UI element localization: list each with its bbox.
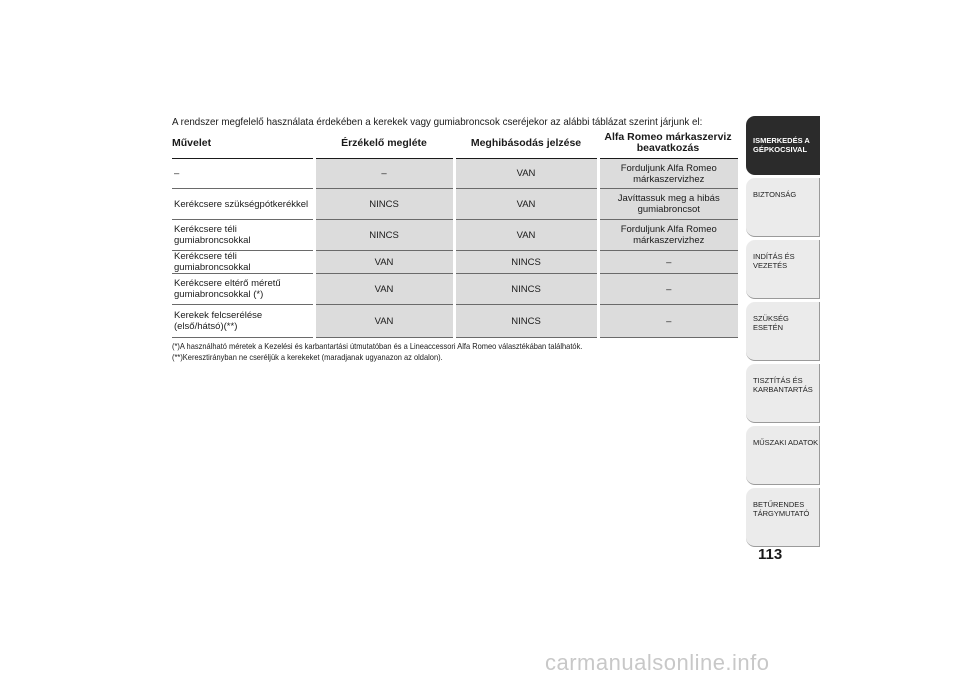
header-operation: Művelet bbox=[172, 128, 314, 159]
cell-action: Forduljunk Alfa Romeo márkaszervizhez bbox=[598, 159, 738, 189]
tab-label: TISZTÍTÁS ÉS KARBANTARTÁS bbox=[753, 376, 813, 394]
tab-label: MŰSZAKI ADATOK bbox=[753, 438, 819, 447]
header-fault-indication: Meghibásodás jelzése bbox=[454, 128, 598, 159]
header-sensor-presence: Érzékelő megléte bbox=[314, 128, 454, 159]
footnote-crosswise: (**)Keresztirányban ne cseréljük a kerekeket (maradjanak ugyanazon az oldalon). bbox=[172, 351, 443, 362]
cell-operation: Kerekek felcserélése (első/hátsó)(**) bbox=[172, 305, 314, 338]
tab-label: ISMERKEDÉS A GÉPKOCSIVAL bbox=[753, 136, 810, 154]
tab-safety[interactable] bbox=[746, 178, 820, 237]
cell-fault: NINCS bbox=[454, 251, 598, 274]
tab-label: INDÍTÁS ÉS VEZETÉS bbox=[753, 252, 795, 270]
tab-label: SZÜKSÉG ESETÉN bbox=[753, 314, 789, 332]
cell-fault: NINCS bbox=[454, 305, 598, 338]
table-row bbox=[172, 274, 738, 305]
tab-label: BIZTONSÁG bbox=[753, 190, 797, 199]
footnote-sizes: (*)A használható méretek a Kezelési és karbantartási útmutatóban és a Lineaccessori Alfa Romeo választékában találhatók. bbox=[172, 341, 583, 351]
cell-sensor: NINCS bbox=[314, 189, 454, 220]
tab-maintenance[interactable] bbox=[746, 364, 820, 423]
tab-label: BETŰRENDES TÁRGYMUTATÓ bbox=[753, 500, 810, 518]
header-service-action: Alfa Romeo márkaszerviz beavatkozás bbox=[598, 128, 738, 159]
cell-sensor: VAN bbox=[314, 274, 454, 305]
cell-sensor: NINCS bbox=[314, 220, 454, 251]
cell-action: – bbox=[598, 274, 738, 305]
table-row bbox=[172, 220, 738, 251]
table-row bbox=[172, 189, 738, 220]
tab-index[interactable] bbox=[746, 488, 820, 547]
cell-action: Javíttassuk meg a hibás gumiabroncsot bbox=[598, 189, 738, 220]
cell-action: – bbox=[598, 305, 738, 338]
cell-operation: Kerékcsere eltérő méretű gumiabroncsokkal (*) bbox=[172, 274, 314, 305]
page-number: 113 bbox=[758, 546, 783, 563]
cell-operation: – bbox=[172, 159, 314, 189]
cell-fault: VAN bbox=[454, 220, 598, 251]
footnotes bbox=[172, 341, 582, 362]
intro-text: A rendszer megfelelő használata érdekében a kerekek vagy gumiabroncsok cseréjekor az alábbi táblázat szerint járjunk el: bbox=[172, 116, 703, 128]
table-row bbox=[172, 305, 738, 338]
tab-starting-driving[interactable] bbox=[746, 240, 820, 299]
cell-fault: NINCS bbox=[454, 274, 598, 305]
table-header-row bbox=[172, 128, 738, 159]
table-row bbox=[172, 159, 738, 189]
table-row bbox=[172, 251, 738, 274]
watermark: carmanualsonline.info bbox=[545, 650, 770, 675]
tab-getting-to-know-car[interactable] bbox=[746, 116, 820, 175]
cell-operation: Kerékcsere téli gumiabroncsokkal bbox=[172, 251, 314, 274]
tab-emergency[interactable] bbox=[746, 302, 820, 361]
cell-fault: VAN bbox=[454, 189, 598, 220]
cell-operation: Kerékcsere szükségpótkerékkel bbox=[172, 189, 314, 220]
cell-operation: Kerékcsere téli gumiabroncsokkal bbox=[172, 220, 314, 251]
cell-action: – bbox=[598, 251, 738, 274]
chapter-tabs bbox=[746, 116, 820, 550]
wheel-change-table bbox=[172, 128, 738, 338]
tab-technical-data[interactable] bbox=[746, 426, 820, 485]
cell-sensor: VAN bbox=[314, 305, 454, 338]
cell-sensor: – bbox=[314, 159, 454, 189]
cell-sensor: VAN bbox=[314, 251, 454, 274]
cell-fault: VAN bbox=[454, 159, 598, 189]
cell-action: Forduljunk Alfa Romeo márkaszervizhez bbox=[598, 220, 738, 251]
